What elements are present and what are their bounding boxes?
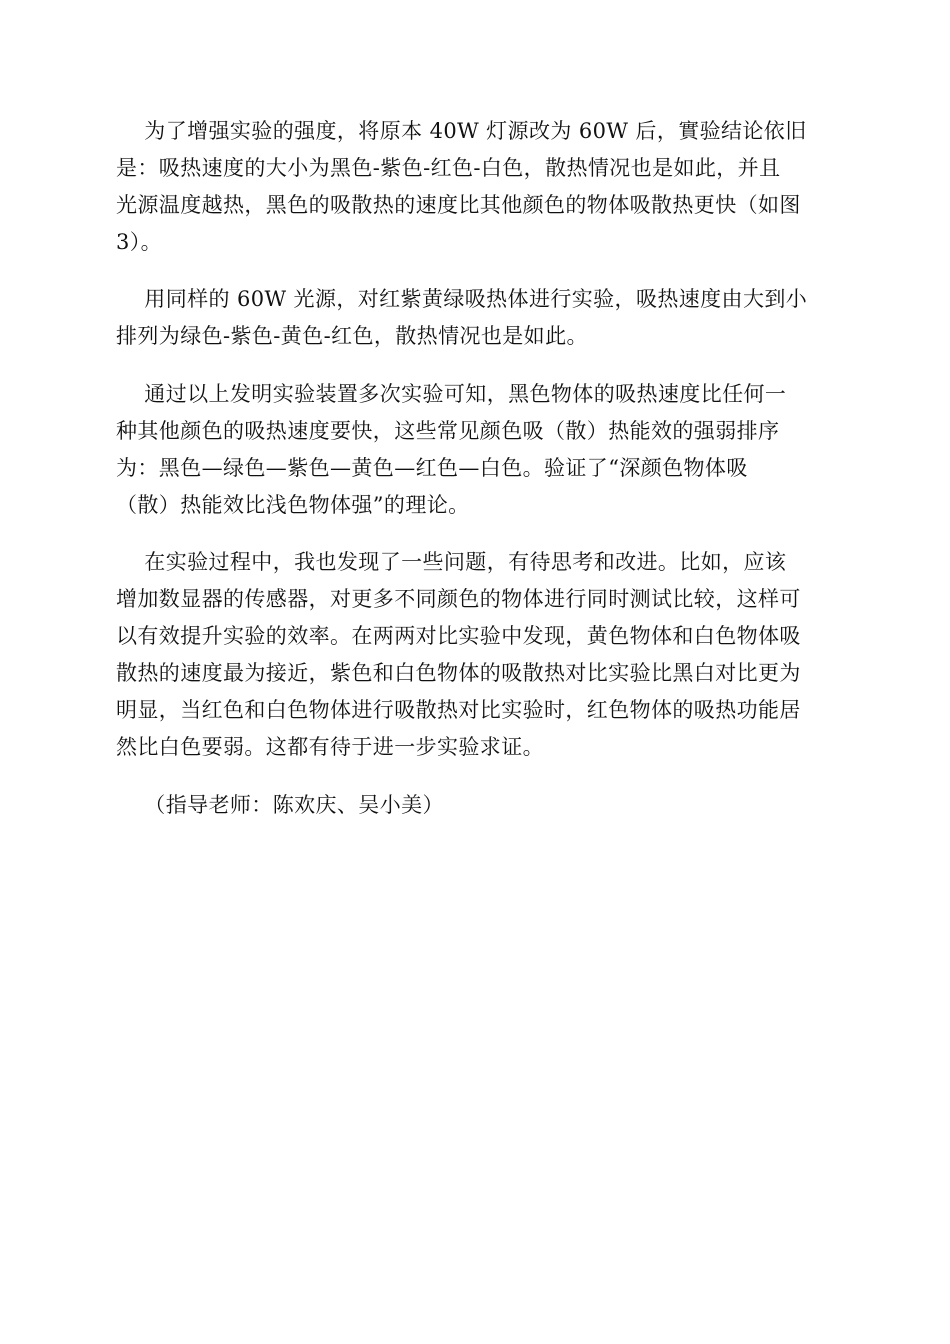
paragraph-3-line-1: 通过以上发明实验装置多次实验可知，黑色物体的吸热速度比任何一	[116, 382, 787, 406]
paragraph-1-line-2: 是：吸热速度的大小为黑色-紫色-红色-白色，散热情况也是如此，并且	[116, 156, 781, 180]
paragraph-4-line-5: 明显，当红色和白色物体进行吸散热对比实验时，红色物体的吸热功能居	[116, 698, 801, 722]
paragraph-4-line-2: 增加数显器的传感器，对更多不同颜色的物体进行同时测试比较，这样可	[116, 587, 801, 611]
paragraph-1-line-4: 3）。	[116, 230, 163, 254]
paragraph-3-line-3: 为：黑色—绿色—紫色—黄色—红色—白色。验证了“深颜色物体吸	[116, 456, 748, 480]
paragraph-2-line-1: 用同样的 60W 光源，对红紫黄绿吸热体进行实验，吸热速度由大到小	[116, 287, 808, 311]
advisor-credit: （指导老师：陈欢庆、吴小美）	[116, 793, 444, 817]
paragraph-3-line-4: （散）热能效比浅色物体强”的理论。	[116, 493, 470, 517]
paragraph-4-line-1: 在实验过程中，我也发现了一些问题，有待思考和改进。比如，应该	[116, 550, 787, 574]
paragraph-4-line-3: 以有效提升实验的效率。在两两对比实验中发现，黄色物体和白色物体吸	[116, 624, 801, 648]
paragraph-1-line-3: 光源温度越热，黑色的吸散热的速度比其他颜色的物体吸散热更快（如图	[116, 193, 801, 217]
paragraph-2-line-2: 排列为绿色-紫色-黄色-红色，散热情况也是如此。	[116, 324, 588, 348]
paragraph-4-line-4: 散热的速度最为接近，紫色和白色物体的吸散热对比实验比黑白对比更为	[116, 661, 801, 685]
paragraph-3-line-2: 种其他颜色的吸热速度要快，这些常见颜色吸（散）热能效的强弱排序	[116, 419, 780, 443]
paragraph-1-line-1: 为了增强实验的强度，将原本 40W 灯源改为 60W 后，實验结论依旧	[116, 119, 807, 143]
paragraph-4-line-6: 然比白色要弱。这都有待于进一步实验求证。	[116, 735, 544, 759]
